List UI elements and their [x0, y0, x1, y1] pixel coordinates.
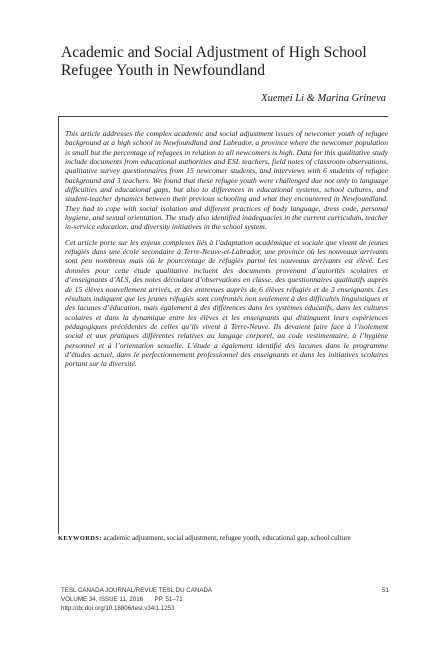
journal-pages: PP. 51–71 — [154, 596, 183, 603]
article-title: Academic and Social Adjustment of High School Refugee Youth in Newfoundland — [61, 44, 367, 79]
keywords-label: KEYWORDS: — [58, 535, 102, 542]
abstract-french: Cet article porte sur les enjeux complexes liés à l’adaptation académique et sociale que vivent de jeunes réfugiés dans une école secondaire à Terre-Neuve-et-Labrador, une province où les nouveaux arrivants sont peu nombreux mais où le pourcentage de réfugiés parmi les nouveaux arrivants est élevé. Les données pour cette étude qualitative incluent des documents provenant d’autorités scolaires et d’enseignants d’ALS, des notes découlant d’observations en classe, des questionnaires qualitatifs auprès de 15 élèves nouvellement arrivés, et des entrevues auprès de 6 élèves réfugiés et de 3 enseignants. Les résultats indiquent que les jeunes réfugiés sont confrontés non seulement à des difficultés linguistiques et des lacunes d’éducation, mais également à des différences dans les systèmes éducatifs, dans les cultures scolaires et dans la dynamique entre les élèves et les enseignants qui distinguent leurs expériences pédagogiques précédentes de celles qu’ils vivent à Terre-Neuve. Ils devaient faire face à l’isolement social et aux pratiques différentes relatives au langage corporel, au code vestimentaire, à l’hygiène personnel et à l’orientation sexuelle. L’étude a également identifié des lacunes dans le programme d’études actuel, dans le perfectionnement professionnel des enseignants et dans les initiatives scolaires portant sur la diversité. — [65, 237, 388, 369]
keywords — [58, 534, 388, 544]
abstract-block — [58, 116, 388, 534]
page-number: 51 — [381, 587, 389, 594]
keywords-text: academic adjustment, social adjustment, refugee youth, educational gap, school culture — [103, 534, 351, 542]
abstract-english: This article addresses the complex academic and social adjustment issues of newcomer youth of refugee background at a high school in Newfoundland and Labrador, a province where the newcomer population is small but the percentage of refugees in relation to all newcomers is high. Data for this qualitative study include documents from educational authorities and ESL teachers, field notes of classroom observations, qualitative survey questionnaires from 15 newcomer students, and interviews with 6 students of refugee background and 3 teachers. We found that these refugee youth were challenged due not only to language difficulties and educational gaps, but also to differences in educational systems, school cultures, and student-teacher dynamics between their previous schooling and what they encountered in Newfoundland. They had to cope with social isolation and different practices of body language, dress code, personal hygiene, and sexual orientation. The study also identified inadequacies in the current curriculum, teacher in-service education, and diversity initiatives in the school system. — [65, 129, 388, 232]
journal-footer — [61, 586, 212, 613]
doi-link[interactable]: http://dx.doi.org/10.18806/tesl.v34i1.1253 — [61, 605, 175, 612]
journal-volume: VOLUME 34, ISSUE 11, 2016 — [61, 596, 144, 603]
journal-name: TESL CANADA JOURNAL/REVUE TESL DU CANADA — [61, 587, 213, 594]
article-authors: Xuemei Li & Marina Grineva — [261, 93, 386, 104]
